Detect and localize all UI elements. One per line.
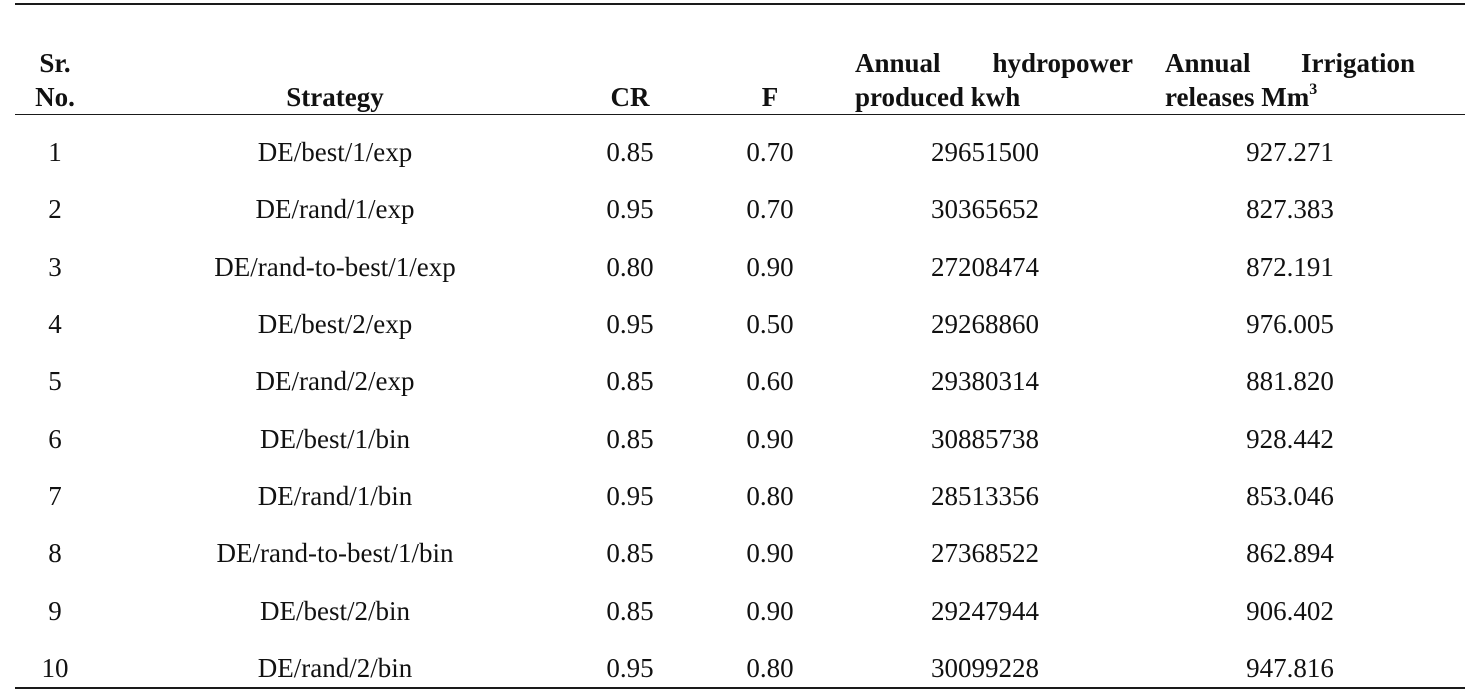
cell-cr: 0.80 [606,251,654,282]
cell-f: 0.60 [746,366,794,397]
table-row [15,640,1465,697]
cell-sr: 10 [41,652,69,683]
header-sr-line2: No. [35,82,75,112]
cell-strategy: DE/best/2/bin [260,595,410,626]
header-irr-superscript: 3 [1309,81,1318,98]
cell-strategy: DE/rand-to-best/1/bin [216,538,454,569]
header-irr-line2: releases Mm [1165,82,1310,112]
cell-sr: 3 [48,251,62,282]
cell-f: 0.80 [746,480,794,511]
cell-strategy: DE/rand/2/bin [257,652,413,683]
cell-f: 0.70 [746,137,794,168]
cell-sr: 7 [48,480,62,511]
cell-sr: 4 [48,309,62,340]
header-cr: CR [610,82,650,112]
cell-cr: 0.95 [606,194,654,225]
header-strategy: Strategy [286,82,384,112]
table-row [15,468,1465,525]
cell-irrigation: 906.402 [1246,595,1334,626]
cell-f: 0.50 [746,309,794,340]
cell-sr: 9 [48,595,62,626]
table-row [15,296,1465,353]
header-hydro-line1: Annual hydropower [855,48,1133,78]
header-f: F [761,82,779,112]
table-row [15,239,1465,296]
cell-irrigation: 853.046 [1246,480,1334,511]
cell-sr: 2 [48,194,62,225]
cell-irrigation: 862.894 [1246,538,1334,569]
cell-irrigation: 927.271 [1246,137,1334,168]
cell-strategy: DE/best/2/exp [257,309,413,340]
cell-strategy: DE/rand/2/exp [255,366,415,397]
cell-hydropower: 30099228 [931,652,1039,683]
cell-hydropower: 29380314 [931,366,1039,397]
cell-irrigation: 928.442 [1246,423,1334,454]
cell-irrigation: 872.191 [1246,251,1334,282]
cell-sr: 6 [48,423,62,454]
cell-sr: 8 [48,538,62,569]
table-body [15,118,1465,697]
cell-hydropower: 28513356 [931,480,1039,511]
cell-irrigation: 827.383 [1246,194,1334,225]
cell-cr: 0.85 [606,366,654,397]
table-header [15,0,1465,118]
cell-hydropower: 30365652 [931,194,1039,225]
header-sr-no [15,0,95,118]
cell-hydropower: 27368522 [931,538,1039,569]
cell-cr: 0.85 [606,595,654,626]
cell-f: 0.90 [746,423,794,454]
cell-f: 0.80 [746,652,794,683]
header-hydropower [855,0,1133,118]
cell-strategy: DE/rand/1/bin [257,480,413,511]
cell-cr: 0.95 [606,309,654,340]
table-row [15,410,1465,467]
cell-irrigation: 947.816 [1246,652,1334,683]
header-irr-line1: Annual Irrigation [1165,48,1415,78]
header-irrigation [1115,0,1465,118]
table-row [15,353,1465,410]
cell-hydropower: 29651500 [931,137,1039,168]
header-sr-line1: Sr. [39,48,71,78]
cell-f: 0.70 [746,194,794,225]
cell-hydropower: 27208474 [931,251,1039,282]
cell-strategy: DE/rand-to-best/1/exp [214,251,456,282]
cell-cr: 0.95 [606,652,654,683]
cell-hydropower: 29268860 [931,309,1039,340]
table-row [15,181,1465,238]
cell-sr: 1 [48,137,62,168]
cell-hydropower: 30885738 [931,423,1039,454]
cell-f: 0.90 [746,251,794,282]
cell-strategy: DE/rand/1/exp [255,194,415,225]
cell-sr: 5 [48,366,62,397]
table-row [15,525,1465,582]
cell-strategy: DE/best/1/exp [257,137,413,168]
cell-f: 0.90 [746,595,794,626]
cell-cr: 0.85 [606,538,654,569]
cell-irrigation: 976.005 [1246,309,1334,340]
cell-hydropower: 29247944 [931,595,1039,626]
cell-cr: 0.85 [606,137,654,168]
table-row [15,582,1465,639]
table-row [15,118,1465,181]
cell-cr: 0.85 [606,423,654,454]
header-hydro-line2: produced kwh [855,82,1021,112]
cell-f: 0.90 [746,538,794,569]
header-irr-line2-wrap [1165,80,1415,114]
cell-irrigation: 881.820 [1246,366,1334,397]
cell-cr: 0.95 [606,480,654,511]
header-row [15,0,1465,118]
strategy-results-table [15,0,1465,697]
cell-strategy: DE/best/1/bin [260,423,410,454]
